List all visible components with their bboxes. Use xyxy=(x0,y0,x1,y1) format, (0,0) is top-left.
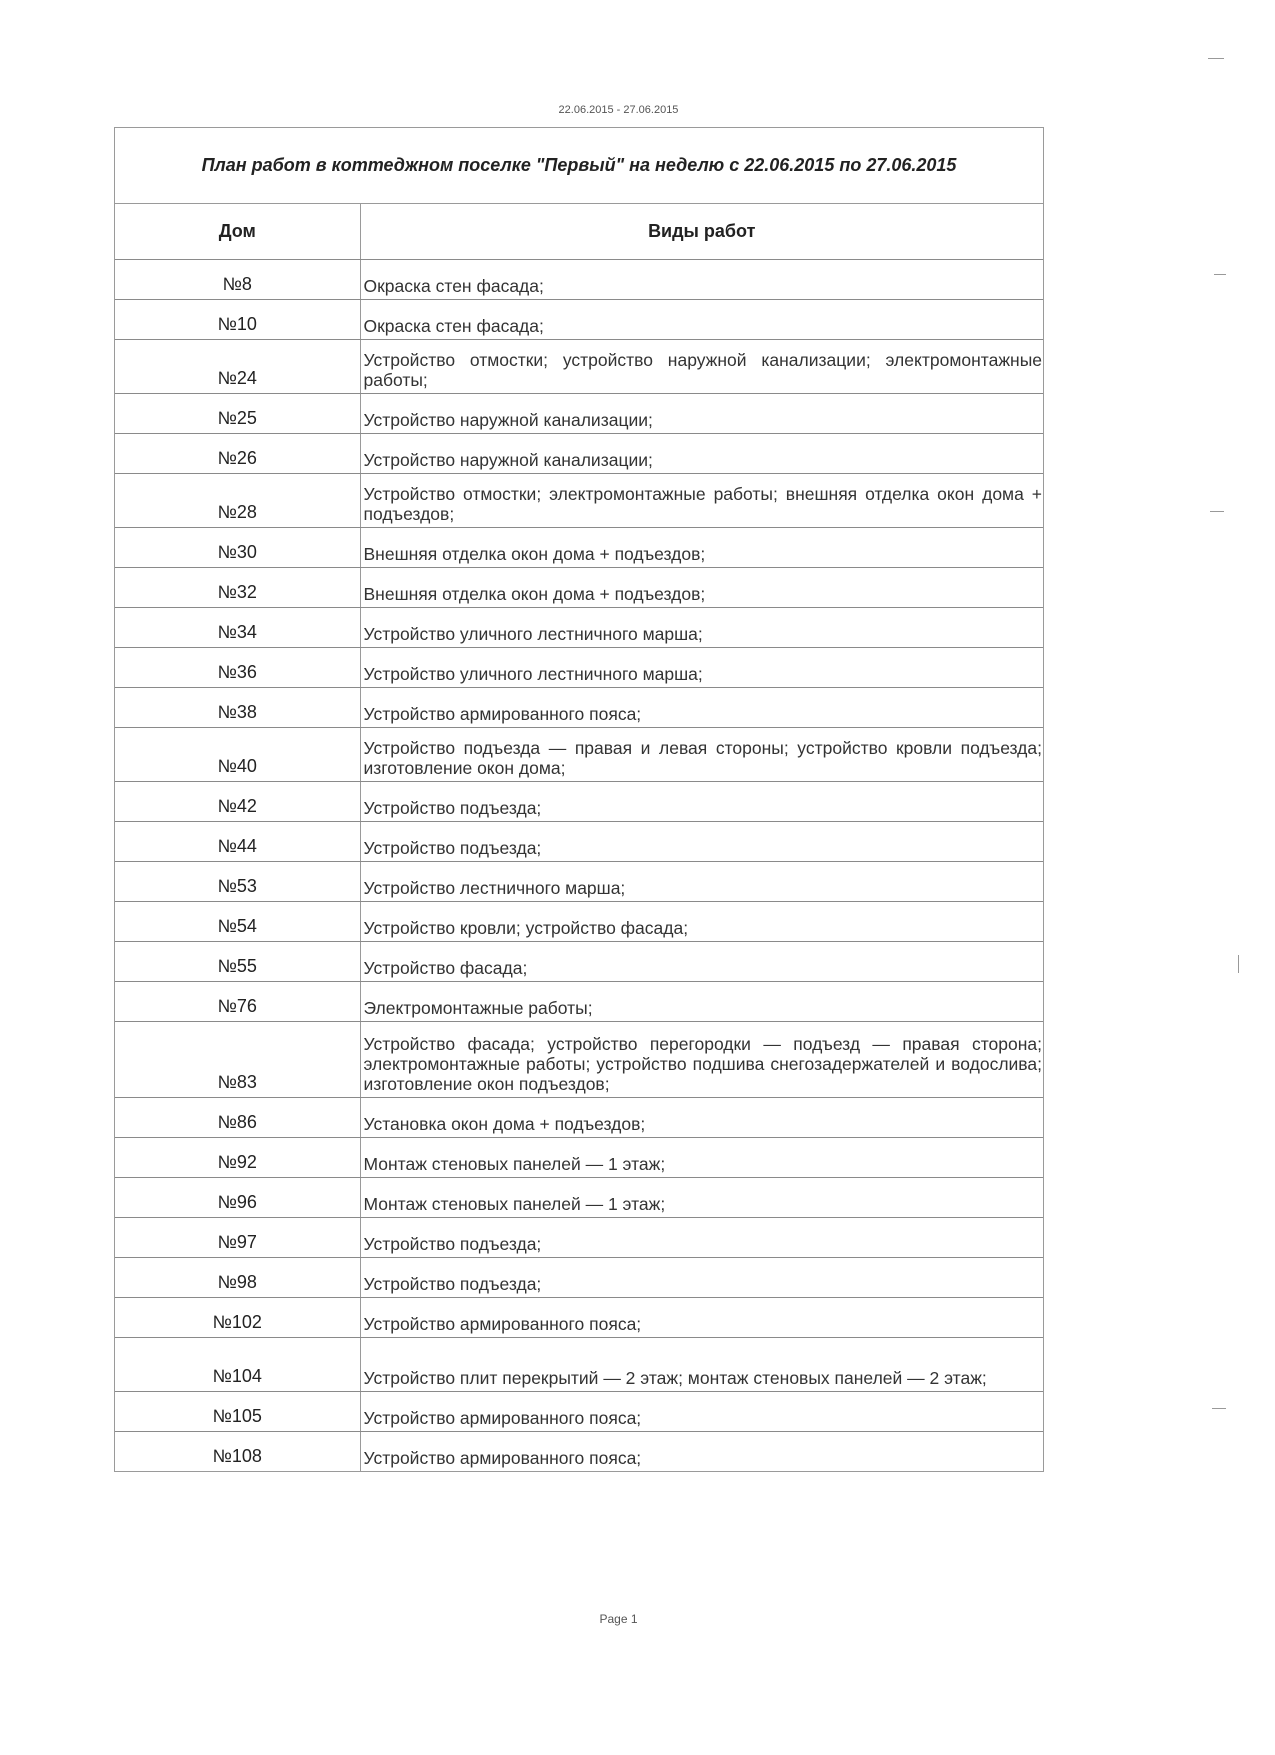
table-row xyxy=(115,942,1043,982)
work-types-cell: Устройство фасада; устройство перегородки — подъезд — правая сторона; электромонтажные работы; устройство подшива снегозадержателей и водослива; изготовление окон подъездов; xyxy=(360,1022,1043,1098)
house-number-cell: №96 xyxy=(115,1178,360,1218)
table-row xyxy=(115,862,1043,902)
table-row xyxy=(115,1432,1043,1472)
scan-mark xyxy=(1210,511,1224,512)
work-types-cell: Устройство плит перекрытий — 2 этаж; монтаж стеновых панелей — 2 этаж; xyxy=(360,1338,1043,1392)
work-types-cell: Устройство армированного пояса; xyxy=(363,1448,642,1468)
column-header-works: Виды работ xyxy=(360,204,1043,260)
work-types-cell: Окраска стен фасада; xyxy=(360,260,1043,300)
table-row xyxy=(115,1022,1043,1098)
house-number-cell: №24 xyxy=(115,340,360,394)
table-row xyxy=(115,822,1043,862)
table-row xyxy=(115,728,1043,782)
work-types-cell: Внешняя отделка окон дома + подъездов; xyxy=(360,528,1043,568)
house-number-cell: №97 xyxy=(115,1218,360,1258)
house-number-cell: №54 xyxy=(115,902,360,942)
house-number-cell: №102 xyxy=(115,1298,360,1338)
house-number-cell: №38 xyxy=(115,688,360,728)
table-row xyxy=(115,434,1043,474)
house-number-cell: №86 xyxy=(115,1098,360,1138)
table-row xyxy=(115,1218,1043,1258)
table-row xyxy=(115,1258,1043,1298)
table-row xyxy=(115,394,1043,434)
table-row xyxy=(115,260,1043,300)
house-number-cell: №55 xyxy=(115,942,360,982)
work-types-cell: Устройство подъезда; xyxy=(360,1258,1043,1298)
scan-mark xyxy=(1208,58,1224,59)
house-number-cell: №98 xyxy=(115,1258,360,1298)
work-types-cell: Устройство армированного пояса; xyxy=(360,1392,1043,1432)
table-row xyxy=(115,300,1043,340)
work-types-cell: Устройство наружной канализации; xyxy=(360,394,1043,434)
table-row xyxy=(115,1138,1043,1178)
scan-mark xyxy=(1214,274,1226,275)
house-number-cell: №108 xyxy=(115,1432,360,1472)
house-number-cell: №28 xyxy=(115,474,360,528)
table-row xyxy=(115,982,1043,1022)
house-number-cell: №32 xyxy=(115,568,360,608)
house-number-cell: №25 xyxy=(115,394,360,434)
table-row xyxy=(115,688,1043,728)
house-number-cell: №34 xyxy=(115,608,360,648)
header-date-range: 22.06.2015 - 27.06.2015 xyxy=(558,104,679,116)
table-body xyxy=(115,260,1043,1472)
scan-mark xyxy=(1238,955,1239,973)
work-types-cell: Электромонтажные работы; xyxy=(360,982,1043,1022)
house-number-cell: №53 xyxy=(115,862,360,902)
house-number-cell: №44 xyxy=(115,822,360,862)
work-types-cell: Устройство лестничного марша; xyxy=(360,862,1043,902)
work-plan-sheet xyxy=(114,127,1044,1472)
house-number-cell: №42 xyxy=(115,782,360,822)
table-row xyxy=(115,608,1043,648)
work-types-cell: Устройство подъезда; xyxy=(360,822,1043,862)
work-types-cell: Устройство фасада; xyxy=(360,942,1043,982)
table-row xyxy=(115,1178,1043,1218)
table-row xyxy=(115,1098,1043,1138)
scan-mark xyxy=(1212,1408,1226,1409)
document-title: План работ в коттеджном поселке "Первый" на неделю с 22.06.2015 по 27.06.2015 xyxy=(115,128,1043,204)
table-header-row xyxy=(115,204,1043,260)
table-row xyxy=(115,1392,1043,1432)
house-number-cell: №92 xyxy=(115,1138,360,1178)
table-row xyxy=(115,1338,1043,1392)
work-types-cell: Устройство подъезда — правая и левая стороны; устройство кровли подъезда; изготовление окон дома; xyxy=(360,728,1043,782)
work-types-cell: Устройство уличного лестничного марша; xyxy=(360,608,1043,648)
house-number-cell: №40 xyxy=(115,728,360,782)
table-row xyxy=(115,474,1043,528)
work-types-cell: Устройство отмостки; устройство наружной канализации; электромонтажные работы; xyxy=(360,340,1043,394)
work-types-cell: Устройство подъезда; xyxy=(360,1218,1043,1258)
work-types-cell: Окраска стен фасада; xyxy=(360,300,1043,340)
table-row xyxy=(115,1298,1043,1338)
table-row xyxy=(115,568,1043,608)
house-number-cell: №36 xyxy=(115,648,360,688)
work-types-cell: Устройство армированного пояса; xyxy=(360,688,1043,728)
work-types-cell: Устройство подъезда; xyxy=(360,782,1043,822)
table-row xyxy=(115,528,1043,568)
house-number-cell: №104 xyxy=(115,1338,360,1392)
table-row xyxy=(115,340,1043,394)
column-header-house: Дом xyxy=(115,204,360,260)
house-number-cell: №8 xyxy=(115,260,360,300)
work-types-cell: Монтаж стеновых панелей — 1 этаж; xyxy=(360,1138,1043,1178)
house-number-cell: №26 xyxy=(115,434,360,474)
work-types-cell: Устройство уличного лестничного марша; xyxy=(360,648,1043,688)
work-plan-table xyxy=(115,204,1043,1471)
table-row xyxy=(115,782,1043,822)
table-row xyxy=(115,902,1043,942)
work-types-cell: Внешняя отделка окон дома + подъездов; xyxy=(360,568,1043,608)
work-types-cell: Монтаж стеновых панелей — 1 этаж; xyxy=(360,1178,1043,1218)
house-number-cell: №30 xyxy=(115,528,360,568)
work-types-cell: Устройство армированного пояса; xyxy=(360,1298,1043,1338)
work-types-cell: Устройство наружной канализации; xyxy=(360,434,1043,474)
page-number: Page 1 xyxy=(599,1612,638,1626)
house-number-cell: №76 xyxy=(115,982,360,1022)
work-types-cell: Установка окон дома + подъездов; xyxy=(360,1098,1043,1138)
house-number-cell: №105 xyxy=(115,1392,360,1432)
work-types-cell: Устройство кровли; устройство фасада; xyxy=(360,902,1043,942)
table-row xyxy=(115,648,1043,688)
house-number-cell: №83 xyxy=(115,1022,360,1098)
work-types-cell: Устройство отмостки; электромонтажные работы; внешняя отделка окон дома + подъездов; xyxy=(360,474,1043,528)
house-number-cell: №10 xyxy=(115,300,360,340)
